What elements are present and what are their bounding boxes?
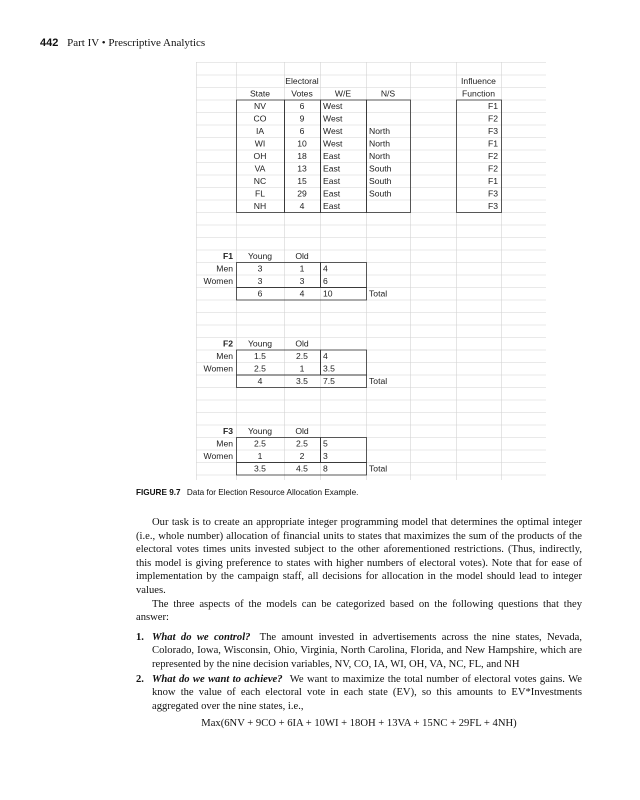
state-cell: CO: [253, 113, 267, 124]
ns-cell: South: [369, 188, 392, 199]
we-cell: West: [323, 100, 343, 111]
row-label: Men: [216, 263, 233, 274]
function-cell: F1: [487, 175, 498, 186]
value-cell: 3: [257, 275, 263, 286]
row-total-cell: 6: [323, 275, 328, 286]
row-label: Men: [216, 350, 233, 361]
votes-cell: 9: [299, 113, 305, 124]
value-cell: 1.5: [254, 350, 266, 361]
total-cell: 4.5: [296, 463, 308, 474]
table-header: Function: [462, 88, 495, 99]
we-cell: East: [323, 175, 341, 186]
objective-formula: Max(6NV + 9CO + 6IA + 10WI + 18OH + 13VA + 15NC + 29FL + 4NH): [201, 718, 517, 730]
total-label: Total: [369, 288, 388, 299]
votes-cell: 4: [299, 200, 305, 211]
table-header: State: [249, 88, 271, 99]
we-cell: West: [323, 125, 343, 136]
votes-cell: 6: [299, 100, 305, 111]
value-cell: 1: [299, 263, 305, 274]
we-cell: East: [323, 188, 341, 199]
table-header: W/E: [334, 88, 352, 99]
row-label: Women: [203, 363, 233, 374]
row-total-cell: 3: [323, 450, 328, 461]
list-item: [136, 673, 582, 714]
value-cell: 3: [299, 275, 305, 286]
function-cell: F2: [487, 113, 498, 124]
item-text: We want to maximize the total number of electoral votes gains. We know the value of each electoral vote in each state (EV), so this amounts to EV*Investments aggregated over the nine states, i.e.,: [152, 673, 582, 712]
table-header: Electoral: [285, 75, 319, 86]
col-header: Young: [247, 250, 273, 261]
ns-cell: South: [369, 163, 392, 174]
figure-caption-text: Data for Election Resource Allocation Example.: [186, 488, 359, 497]
state-cell: OH: [253, 150, 267, 161]
we-cell: East: [323, 163, 341, 174]
aspects-list: [136, 631, 582, 714]
paragraph: The three aspects of the models can be categorized based on the following questions that they answer:: [136, 598, 582, 624]
value-cell: 1: [257, 450, 263, 461]
col-header: Old: [295, 425, 309, 436]
figure-label: FIGURE 9.7: [136, 488, 181, 497]
row-label: Women: [203, 450, 233, 461]
table-header: Votes: [291, 88, 313, 99]
paragraph: Our task is to create an appropriate integer programming model that determines the optimal integer (i.e., whole number) allocation of financial units to states that maximizes the sum of the products of the electoral votes times units invested subject to the other aforementioned restrictions. (Thus, indirectly, this model is giving preference to states with higher numbers of electoral votes). Note that for ease of implementation by the campaign staff, all decisions for allocation in the model should lead to integer values.: [136, 517, 582, 596]
total-cell: 4: [299, 288, 305, 299]
function-cell: F1: [487, 100, 498, 111]
function-cell: F1: [487, 138, 498, 149]
state-cell: NV: [254, 100, 266, 111]
value-cell: 2.5: [254, 438, 266, 449]
figure-caption: [136, 488, 358, 497]
total-cell: 8: [323, 463, 328, 474]
total-cell: 3.5: [296, 375, 308, 386]
function-cell: F3: [487, 200, 498, 211]
total-cell: 7.5: [323, 375, 335, 386]
list-item: [136, 631, 582, 672]
row-total-cell: 4: [323, 350, 328, 361]
function-cell: F3: [487, 188, 498, 199]
spreadsheet-figure: [196, 62, 546, 485]
row-total-cell: 5: [323, 438, 328, 449]
function-cell: F2: [487, 150, 498, 161]
state-cell: NC: [253, 175, 267, 186]
table-header: Influence: [461, 75, 496, 86]
value-cell: 3: [257, 263, 263, 274]
body-text: [136, 516, 582, 731]
item-question: What do we want to achieve?: [152, 673, 283, 685]
value-cell: 2.5: [254, 363, 266, 374]
state-cell: WI: [254, 138, 266, 149]
we-cell: West: [323, 113, 343, 124]
state-cell: VA: [254, 163, 266, 174]
we-cell: East: [323, 200, 341, 211]
state-cell: IA: [255, 125, 265, 136]
total-cell: 4: [257, 375, 263, 386]
function-label: F2: [222, 338, 233, 349]
spreadsheet-grid: [196, 62, 546, 480]
total-label: Total: [369, 463, 388, 474]
table-header: N/S: [380, 88, 396, 99]
row-label: Women: [203, 275, 233, 286]
function-label: F3: [222, 425, 233, 436]
state-cell: FL: [254, 188, 266, 199]
function-cell: F3: [487, 125, 498, 136]
item-number: 2.: [136, 673, 144, 685]
value-cell: 2.5: [296, 350, 308, 361]
votes-cell: 18: [297, 150, 307, 161]
ns-cell: North: [369, 150, 391, 161]
votes-cell: 10: [297, 138, 307, 149]
value-cell: 1: [299, 363, 305, 374]
total-cell: 6: [257, 288, 263, 299]
ns-cell: South: [369, 175, 392, 186]
ns-cell: North: [369, 125, 391, 136]
item-text: The amount invested in advertisements across the nine states, Nevada, Colorado, Iowa, Wisconsin, Ohio, Virginia, North Carolina, Florida, and New Hampshire, which are represented by the nine decision variables, NV, CO, IA, WI, OH, VA, NC, FL, and NH: [152, 631, 582, 670]
value-cell: 2: [299, 450, 305, 461]
item-question: What do we control?: [152, 631, 251, 643]
we-cell: East: [323, 150, 341, 161]
votes-cell: 29: [297, 188, 307, 199]
row-total-cell: 4: [323, 263, 328, 274]
function-label: F1: [222, 250, 233, 261]
page-header: [40, 37, 205, 49]
col-header: Old: [295, 338, 309, 349]
value-cell: 2.5: [296, 438, 308, 449]
votes-cell: 6: [299, 125, 305, 136]
page-number: 442: [40, 37, 59, 49]
state-cell: NH: [253, 200, 267, 211]
total-label: Total: [369, 375, 388, 386]
ns-cell: North: [369, 138, 391, 149]
total-cell: 10: [323, 288, 333, 299]
votes-cell: 15: [297, 175, 307, 186]
col-header: Old: [295, 250, 309, 261]
col-header: Young: [247, 425, 273, 436]
function-cell: F2: [487, 163, 498, 174]
total-cell: 3.5: [254, 463, 266, 474]
section-title: Part IV • Prescriptive Analytics: [67, 37, 206, 49]
item-number: 1.: [136, 631, 144, 643]
col-header: Young: [247, 338, 273, 349]
row-label: Men: [216, 438, 233, 449]
votes-cell: 13: [297, 163, 307, 174]
we-cell: West: [323, 138, 343, 149]
row-total-cell: 3.5: [323, 363, 335, 374]
